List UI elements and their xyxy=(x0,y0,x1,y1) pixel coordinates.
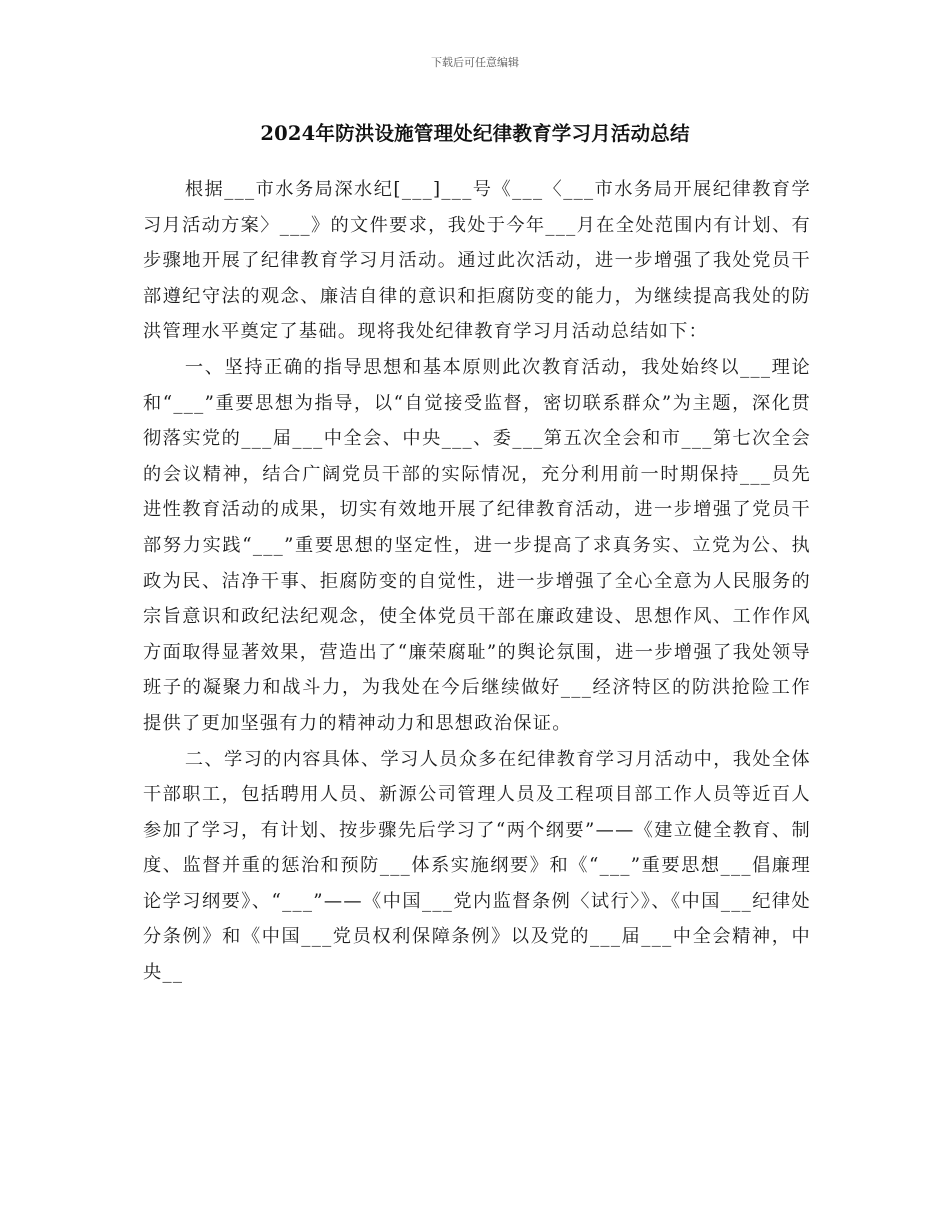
paragraph-section-2: 二、学习的内容具体、学习人员众多在纪律教育学习月活动中，我处全体干部职工，包括聘用人员、新源公司管理人员及工程项目部工作人员等近百人参加了学习，有计划、按步骤先后学习了“两个纲要”——《建立健全教育、制度、监督并重的惩治和预防___体系实施纲要》和《“___”重要思想___倡廉理论学习纲要》、“___”——《中国___党内监督条例〈试行〉》、《中国___纪律处分条例》和《中国___党员权利保障条例》以及党的___届___中全会精神，中央__ xyxy=(143,748,811,984)
paragraph-section-1: 一、坚持正确的指导思想和基本原则此次教育活动，我处始终以___理论和“___”重要思想为指导，以“自觉接受监督，密切联系群众”为主题，深化贯彻落实党的___届___中全会、中央___、委___第五次全会和市___第七次全会的会议精神，结合广阔党员干部的实际情况，充分利用前一时期保持___员先进性教育活动的成果，切实有效地开展了纪律教育活动，进一步增强了党员干部努力实践“___”重要思想的坚定性，进一步提高了求真务实、立党为公、执政为民、洁净干事、拒腐防变的自觉性，进一步增强了全心全意为人民服务的宗旨意识和政纪法纪观念，使全体党员干部在廉政建设、思想作风、工作作风方面取得显著效果，营造出了“廉荣腐耻”的舆论氛围，进一步增强了我处领导班子的凝聚力和战斗力，为我处在今后继续做好___经济特区的防洪抢险工作提供了更加坚强有力的精神动力和思想政治保证。 xyxy=(143,356,811,734)
paragraph-intro: 根据___市水务局深水纪[___]___号《___〈___市水务局开展纪律教育学习月活动方案〉___》的文件要求，我处于今年___月在全处范围内有计划、有步骤地开展了纪律教育学习月活动。通过此次活动，进一步增强了我处党员干部遵纪守法的观念、廉洁自律的意识和拒腐防变的能力，为继续提高我处的防洪管理水平奠定了基础。现将我处纪律教育学习月活动总结如下： xyxy=(143,179,811,343)
document-body xyxy=(143,172,811,991)
document-title: 2024年防洪设施管理处纪律教育学习月活动总结 xyxy=(260,122,690,145)
header-note: 下载后可任意编辑 xyxy=(431,56,519,69)
